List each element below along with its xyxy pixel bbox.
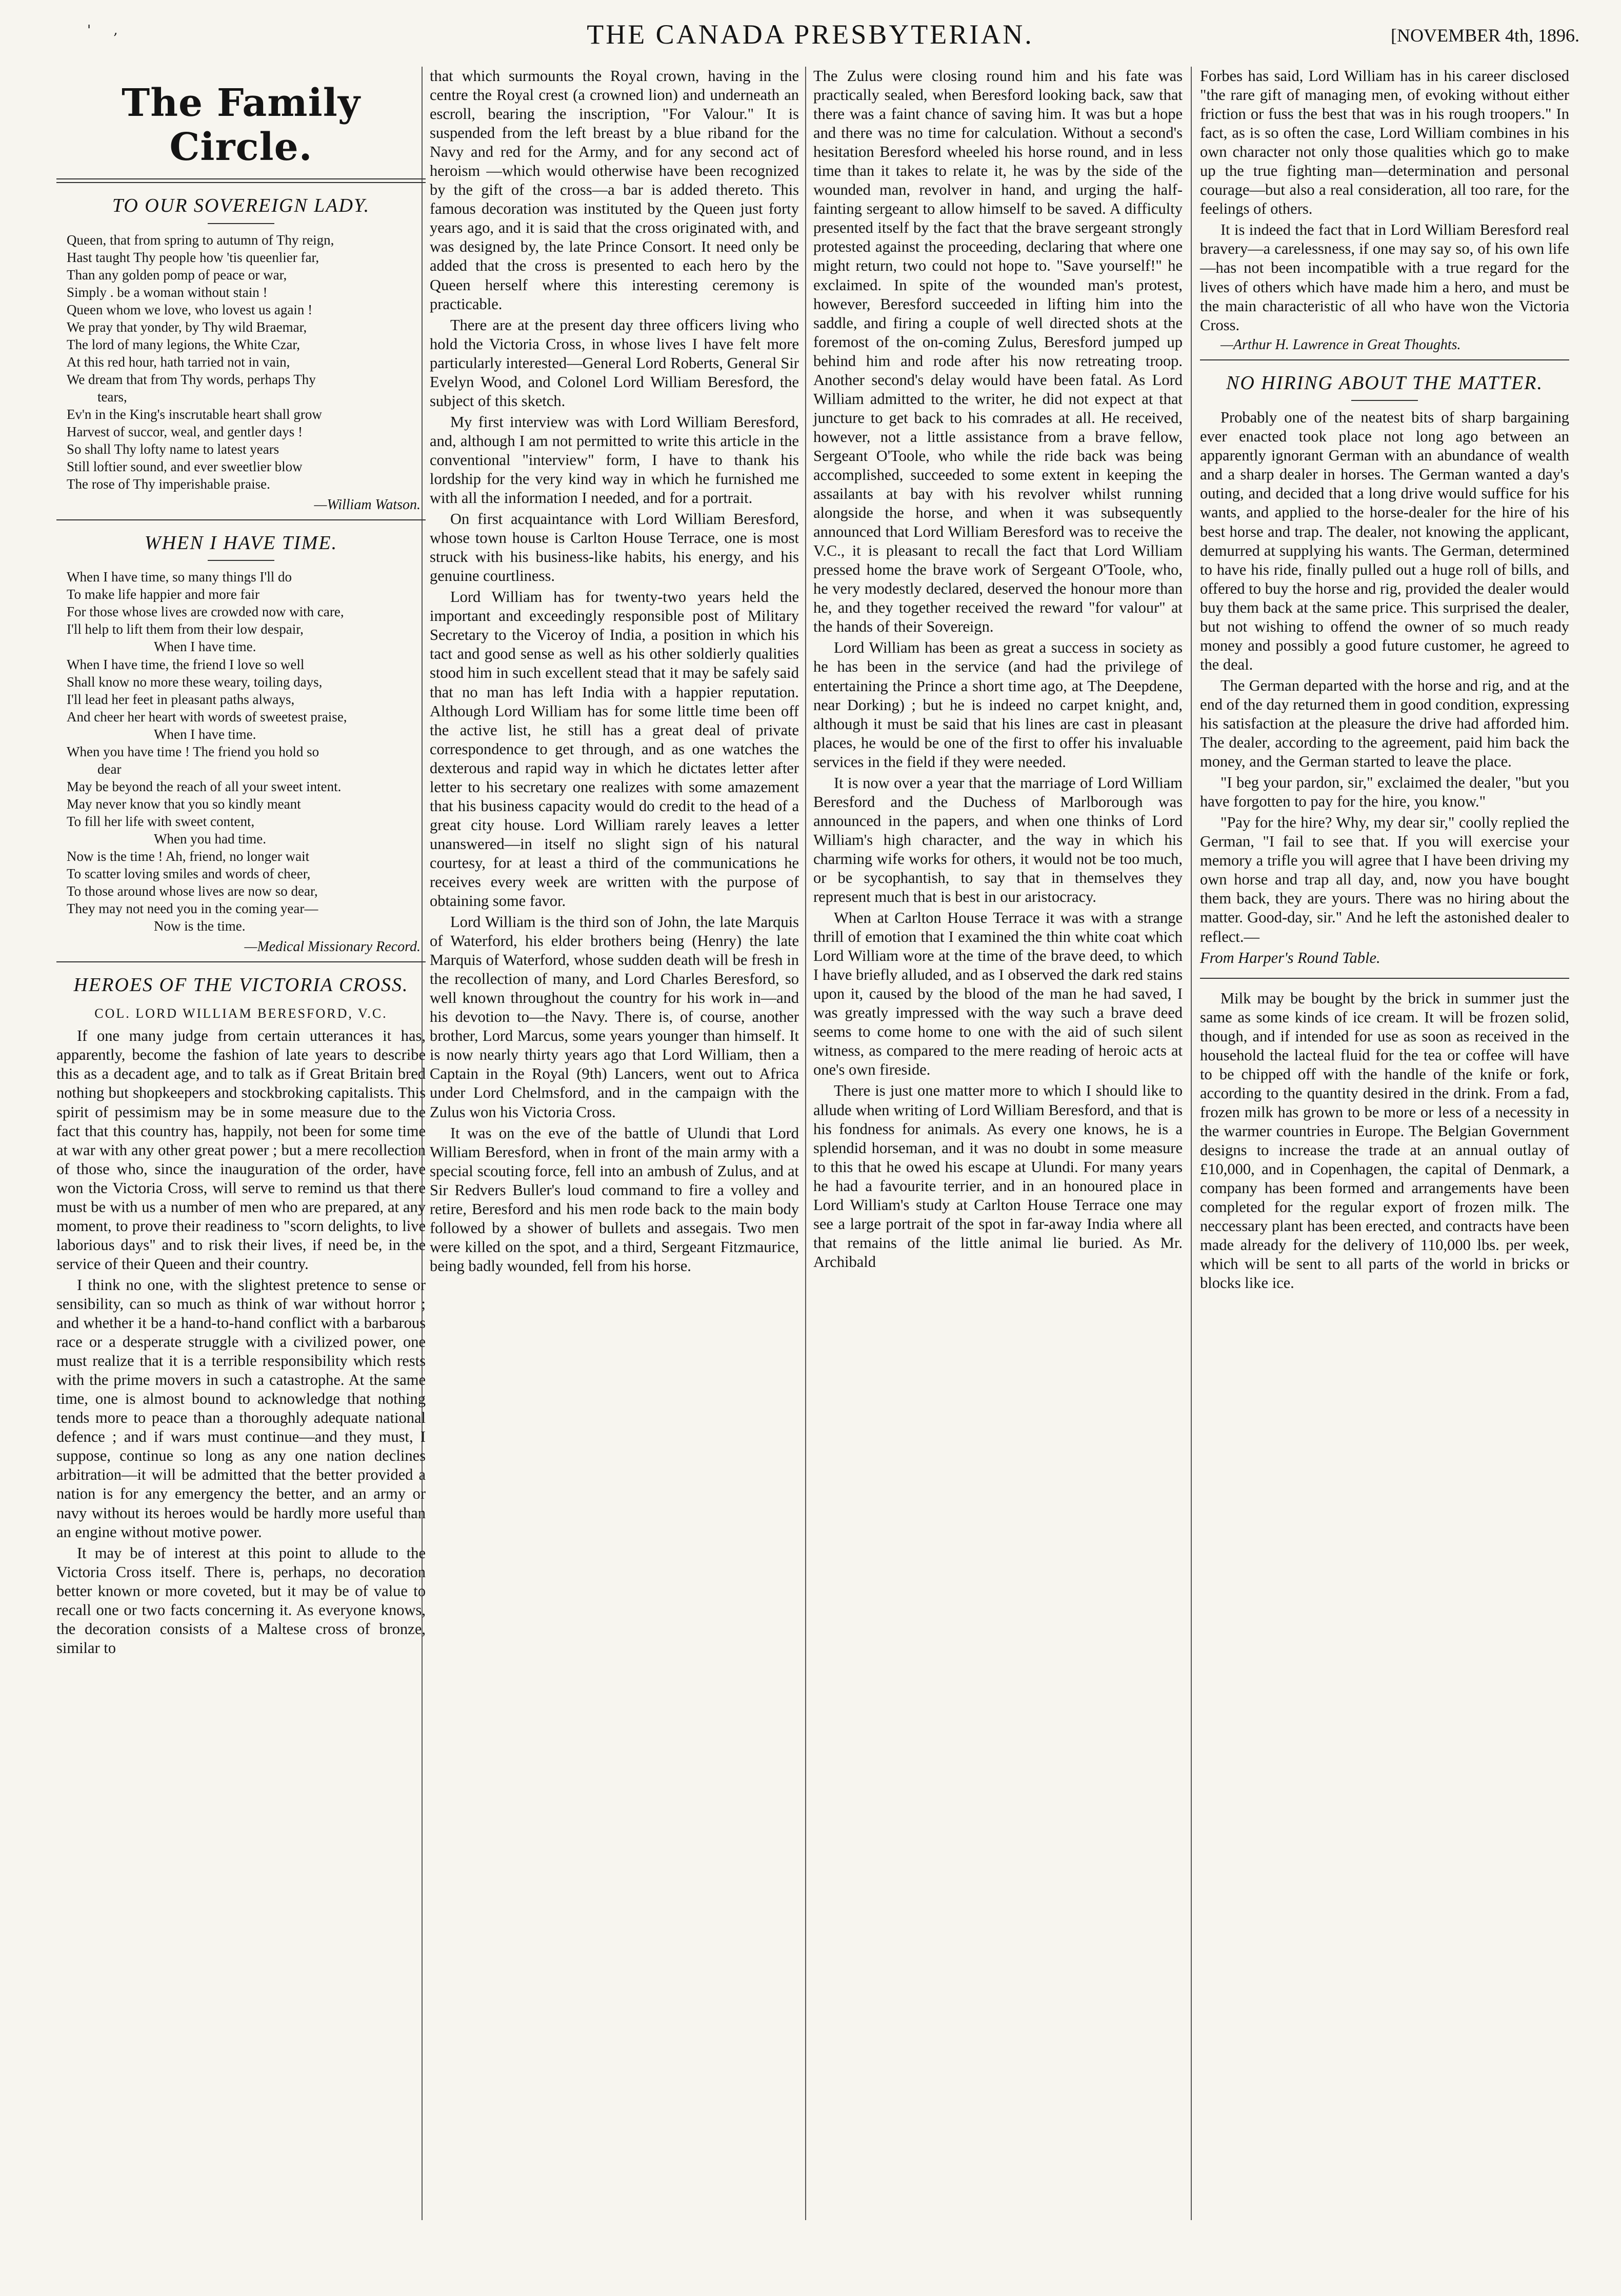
poem-line: For those whose lives are crowded now with care, bbox=[67, 604, 344, 620]
poem-line: Simply . be a woman without stain ! bbox=[67, 284, 268, 300]
poem-line: So shall Thy lofty name to latest years bbox=[67, 441, 279, 457]
poem-title-sovereign: TO OUR SOVEREIGN LADY. bbox=[112, 195, 370, 216]
article-paragraph: Lord William is the third son of John, the late Marquis of Waterford, his elder brothers being (Henry) the late Marquis of Waterford, whose sudden death will be fresh in the recollection of many, and Lord Charles Beresford, so well known throughout the country for his work in—and his devotion to—the Navy. There is, of course, another brother, Lord Marcus, some years younger than himself. It is now nearly thirty years ago that Lord William, then a Captain in the Royal (9th) Lancers, went out to Africa under Lord Chelmsford, and in the campaign with the Zulus won his Victoria Cross. bbox=[430, 913, 799, 1121]
article-paragraph: There is just one matter more to which I should like to allude when writing of Lord William Beresford, and that is his fondness for animals. As every one knows, he is a splendid horseman, and it was no doubt in some measure to this that he owed his escape at Ulundi. For many years he had a favourite terrier, and in an honoured place in Lord William's study at Carlton House Terrace one may see a large portrait of the spot in far-away India where all that remains of the little animal lie buried. As Mr. Archibald bbox=[813, 1082, 1183, 1271]
article-paragraph: Milk may be bought by the brick in summer just the same as some kinds of ice cream. It will be frozen solid, though, and if intended for use as soon as received in the household the lacteal fluid for the tea or coffee will have to be chipped off with the handle of the knife or fork, according to the quantity desired in the drink. From a fad, frozen milk has grown to be more or less of a necessity in the warmer countries in Europe. The Belgian Government designs to increase the trade at an annual outlay of £10,000, and in Copenhagen, the capital of Denmark, a company has been formed and arrangements have been completed for the regular export of frozen milk. The neccessary plant has been erected, and contracts have been made already for the delivery of 110,000 lbs. per week, which will be sent to all parts of the world in bricks or blocks like ice. bbox=[1200, 989, 1569, 1292]
poem-line: Now is the time ! Ah, friend, no longer wait bbox=[67, 848, 310, 864]
article-paragraph: "I beg your pardon, sir," exclaimed the dealer, "but you have forgotten to pay for the hire, you know." bbox=[1200, 774, 1569, 811]
poem-line: Harvest of succor, weal, and gentler days ! bbox=[67, 424, 303, 439]
poem-line: Now is the time. bbox=[154, 918, 246, 934]
divider bbox=[56, 519, 426, 520]
column-1 bbox=[56, 67, 426, 1658]
article-paragraph: It is now over a year that the marriage of Lord William Beresford and the Duchess of Marlborough was announced in the papers, and when one thinks of Lord William's high character, and the way in which his charming wife works for others, it would not be too much, or be sycophantish, to say that in themselves they represent much that is best in our aristocracy. bbox=[813, 774, 1183, 906]
column-2 bbox=[430, 67, 799, 1276]
column-divider bbox=[1191, 67, 1192, 2220]
column-3 bbox=[813, 67, 1183, 1272]
page-header bbox=[31, 18, 1590, 49]
poem-line: Shall know no more these weary, toiling days, bbox=[67, 674, 323, 690]
article-paragraph: The Zulus were closing round him and his fate was practically sealed, when Beresford looking back, saw that there was a faint chance of saving him. It was but a hope and there was no time for calculation. Without a second's hesitation Beresford wheeled his horse round, and in less time than it takes to relate it, he was by the side of the wounded man, revolver in hand, and urging the half-fainting sergeant to allow himself to be saved. A difficulty presented itself by the fact that the brave sergeant strongly protested against the proceeding, declaring that where one might return, two could not hope to. "Save yourself!" he exclaimed. In spite of the wounded man's protest, however, Beresford succeeded in lifting him into the saddle, and firing a couple of well directed shots at the foremost of the on-coming Zulus, Beresford jumped up behind him and rode after his now retreating troop. Another second's delay would have been fatal. As Lord William admitted to the writer, he did not expect at that juncture to get back to his comrades at all. He received, however, not a little assistance from a brave fellow, Sergeant O'Toole, who while the ride back was being accomplished, succeeded to some extent in keeping the assailants at bay with his revolver whilst running alongside the horse, and when it was subsequently announced that Lord William Beresford was to receive the V.C., it is pleasant to recall the fact that Lord William pressed home the brave work of Sergeant O'Toole, who, he very modestly declared, deserved the honour more than he, and they together received the reward "for valour" at the hands of their Sovereign. bbox=[813, 67, 1183, 636]
poem-line: The lord of many legions, the White Czar, bbox=[67, 336, 301, 352]
poem-line: When I have time, the friend I love so well bbox=[67, 656, 305, 672]
article-paragraph: It may be of interest at this point to allude to the Victoria Cross itself. There is, perhaps, no decoration better known or more coveted, but it may be of value to recall one or two facts concerning it. As everyone knows, the decoration consists of a Maltese cross of bronze, similar to bbox=[56, 1544, 426, 1657]
poem-line: To scatter loving smiles and words of cheer, bbox=[67, 865, 311, 881]
divider bbox=[1200, 978, 1569, 979]
page-mark: ' , bbox=[87, 23, 127, 38]
article-title-hiring: NO HIRING ABOUT THE MATTER. bbox=[1226, 372, 1544, 394]
article-paragraph: "Pay for the hire? Why, my dear sir," coolly replied the German, "I fail to see that. If you will exercise your memory a trifle you will agree that I have been driving my own horse and trap all day, and, now you have bought them back, they are yours. There was no hiring about the matter. Good-day, sir." And he left the astonished dealer to reflect.— bbox=[1200, 814, 1569, 945]
poem-line: To make life happier and more fair bbox=[67, 587, 259, 602]
article-paragraph: It is indeed the fact that in Lord William Beresford real bravery—a carelessness, if one may say so, of his own life —has not been incompatible with a true regard for the lives of others which have made him a hero, and must be the main characteristic of all who have won the Victoria Cross. bbox=[1200, 221, 1569, 334]
article-paragraph: Lord William has been as great a success in society as he has been in the service (and had the privilege of entertaining the Prince a short time ago, at The Deepdene, near Dorking) ; but he is indeed no carpet knight, and, although it must be said that his lines are cast in pleasant places, he would be one of the first to offer his invaluable services in the field if they were needed. bbox=[813, 639, 1183, 771]
poem-line: When I have time, so many things I'll do bbox=[67, 569, 292, 585]
poem-line: I'll lead her feet in pleasant paths always, bbox=[67, 691, 295, 707]
poem-attribution: —William Watson. bbox=[314, 496, 421, 513]
article-paragraph: When at Carlton House Terrace it was with a strange thrill of emotion that I examined the thin white coat which Lord William wore at the time of the brave deed, to which I have briefly alluded, and as I observed the dark red stains upon it, caused by the blood of the man he had saved, I was greatly impressed with the way such a brave deed seems to come home to one with the aid of such silent witness, as compared to the mere reading of heroic acts at one's own fireside. bbox=[813, 909, 1183, 1079]
issue-date: [NOVEMBER 4th, 1896. bbox=[1391, 25, 1579, 46]
poem-time bbox=[67, 568, 426, 934]
article-subtitle: COL. LORD WILLIAM BERESFORD, V.C. bbox=[94, 1006, 388, 1021]
article-paragraph: The German departed with the horse and rig, and at the end of the day returned them in good condition, expressing his satisfaction at the pleasure the drive had afforded him. The dealer, according to the agreement, paid him back the money, and the German started to leave the place. bbox=[1200, 676, 1569, 771]
divider bbox=[208, 560, 274, 561]
article-paragraph: Forbes has said, Lord William has in his career disclosed "the rare gift of managing men, of evoking without either friction or fuss the best that was in his rough troopers." In fact, as is so often the case, Lord William combines in his own character not only those qualities which go to make up the true fighting man—determination and personal courage—but also a real consideration, all too rare, for the feelings of others. bbox=[1200, 67, 1569, 218]
article-paragraph: Probably one of the neatest bits of sharp bargaining ever enacted took place not long ago between an apparently ignorant German with an abundance of wealth and a sharp dealer in horses. The German wanted a day's outing, and decided that a long drive would suffice for his wants, and applied to the horse-dealer for the hire of his best horse and trap. The dealer, not knowing the applicant, demurred at supplying his wants. The German, determined to have his ride, finally pulled out a huge roll of bills, and offered to buy the horse and rig, provided the dealer would buy them back at the same price. This surprised the dealer, but not wishing to offend the owner of so much ready money and possibly a good future customer, he agreed to the deal. bbox=[1200, 409, 1569, 673]
poem-line: When I have time. bbox=[154, 726, 256, 742]
column-divider bbox=[805, 67, 806, 2220]
divider bbox=[56, 178, 426, 183]
poem-attribution: —Medical Missionary Record. bbox=[244, 938, 421, 955]
poem-sovereign bbox=[67, 231, 426, 493]
article-paragraph: Lord William has for twenty-two years held the important and exceedingly responsible post of Military Secretary to the Viceroy of India, a position in which his tact and good sense as well as his other soldierly qualities stood him in such excellent stead that it may be safely said that no man has left India with a happier reputation. Although Lord William has for some little time been off the active list, he still has a great deal of private correspondence to get through, and as one watches the dexterous and rapid way in which he dictates letter after letter to his secretary one realizes with some amazement that his business capacity would do credit to the head of a great city house. Lord William rarely leaves a letter unanswered—in itself no slight sign of his natural courtesy, for at least a third of the communications he receives every week are written with the purpose of obtaining some favor. bbox=[430, 588, 799, 910]
poem-line: Hast taught Thy people how 'tis queenlier far, bbox=[67, 249, 319, 265]
poem-line: I'll help to lift them from their low despair, bbox=[67, 621, 304, 637]
article-paragraph: If one many judge from certain utterances it has, apparently, become the fashion of late years to describe this as a decadent age, and to talk as if Great Britain bred nothing but shopkeepers and stockbroking capitalists. This spirit of pessimism may be in some measure due to the fact that this country has, happily, not been for some time at war with any other great power ; but a mere recollection of those who, since the inauguration of the order, have won the Victoria Cross, will serve to remind us that there must be with us a number of men who are prepared, at any moment, to prove their readiness to "scorn delights, to live laborious days" and to risk their lives, if need be, in the service of their Queen and their country. bbox=[56, 1027, 426, 1273]
poem-line: tears, bbox=[97, 389, 127, 405]
divider bbox=[1200, 359, 1569, 360]
poem-line: They may not need you in the coming year— bbox=[67, 900, 318, 916]
article-paragraph: There are at the present day three officers living who hold the Victoria Cross, in whose lives I have felt more particularly interested—General Lord Roberts, General Sir Evelyn Wood, and Colonel Lord William Beresford, the subject of this sketch. bbox=[430, 316, 799, 410]
divider bbox=[1351, 400, 1418, 401]
poem-line: The rose of Thy imperishable praise. bbox=[67, 476, 270, 492]
poem-line: dear bbox=[97, 761, 122, 777]
poem-line: We dream that from Thy words, perhaps Thy bbox=[67, 371, 316, 387]
poem-line: Queen whom we love, who lovest us again ! bbox=[67, 301, 313, 317]
divider bbox=[56, 961, 426, 962]
poem-line: May never know that you so kindly meant bbox=[67, 796, 301, 812]
newspaper-title: THE CANADA PRESBYTERIAN. bbox=[587, 19, 1034, 50]
poem-line: Ev'n in the King's inscrutable heart shall grow bbox=[67, 406, 322, 422]
poem-line: To those around whose lives are now so dear, bbox=[67, 883, 318, 899]
article-paragraph: I think no one, with the slightest pretence to sense or sensibility, can so much as think of war without horror ; and whether it be a hand-to-hand conflict with a barbarous race or a desperate struggle with a civilized power, one must realize that it is a terrible responsibility which rests with the prime movers in such a catastrophe. At the same time, one is almost bound to acknowledge that nothing tends more to peace than a thoroughly adequate national defence ; and if wars must continue—and they must, I suppose, continue so long as any one nation declines arbitration—it will be admitted that the better provided a nation is for any emergency the better, and an army or navy without its heroes would be hardly more useful than an engine without motive power. bbox=[56, 1276, 426, 1541]
poem-line: May be beyond the reach of all your sweet intent. bbox=[67, 778, 342, 794]
article-attribution: From Harper's Round Table. bbox=[1200, 949, 1380, 966]
poem-line: Still loftier sound, and ever sweetlier blow bbox=[67, 458, 303, 474]
article-attribution: —Arthur H. Lawrence in Great Thoughts. bbox=[1220, 336, 1461, 353]
poem-line: When I have time. bbox=[154, 639, 256, 655]
article-paragraph: My first interview was with Lord William Beresford, and, although I am not permitted to write this article in the conventional "interview" form, I have to thank his lordship for the very kind way in which he furnished me with all the information I needed, and for a portrait. bbox=[430, 413, 799, 507]
poem-title-time: WHEN I HAVE TIME. bbox=[144, 532, 338, 554]
column-4 bbox=[1200, 67, 1569, 1293]
article-paragraph: It was on the eve of the battle of Ulundi that Lord William Beresford, when in front of the main army with a special scouting force, fell into an ambush of Zulus, and at Sir Redvers Buller's loud command to fire a volley and retire, Beresford and his men rode back to the main body followed by a shower of bullets and assegais. Two men were killed on the spot, and a third, Sergeant Fitzmaurice, being badly wounded, fell from his horse. bbox=[430, 1124, 799, 1275]
poem-line: When you had time. bbox=[154, 831, 266, 847]
article-paragraph: that which surmounts the Royal crown, having in the centre the Royal crest (a crowned lion) and underneath an escroll, bearing the inscription, "For Valour." It is suspended from the left breast by a blue riband for the Navy and red for the Army, and for any second act of heroism —which would otherwise have been recognized by the gift of the cross—a bar is added thereto. This famous decoration was instituted by the Queen just forty years ago, and it is said that the cross originated with, and was designed by, the late Prince Consort. It need only be added that the cross is presented to each hero by the Queen herself where this interesting ceremony is practicable. bbox=[430, 67, 799, 313]
poem-line: When you have time ! The friend you hold so bbox=[67, 743, 319, 759]
poem-line: Queen, that from spring to autumn of Thy reign, bbox=[67, 232, 334, 248]
poem-line: At this red hour, hath tarried not in vain, bbox=[67, 354, 290, 370]
article-paragraph: On first acquaintance with Lord William Beresford, whose town house is Carlton House Terrace, one is most struck with his business-like habits, his energy, and his genuine courtliness. bbox=[430, 510, 799, 585]
divider bbox=[208, 223, 274, 224]
article-title-heroes: HEROES OF THE VICTORIA CROSS. bbox=[73, 974, 409, 996]
poem-line: To fill her life with sweet content, bbox=[67, 813, 255, 829]
poem-line: Than any golden pomp of peace or war, bbox=[67, 267, 287, 283]
section-masthead: The Family Circle. bbox=[122, 81, 361, 169]
poem-line: And cheer her heart with words of sweetest praise, bbox=[67, 709, 347, 724]
poem-line: We pray that yonder, by Thy wild Braemar, bbox=[67, 319, 307, 335]
